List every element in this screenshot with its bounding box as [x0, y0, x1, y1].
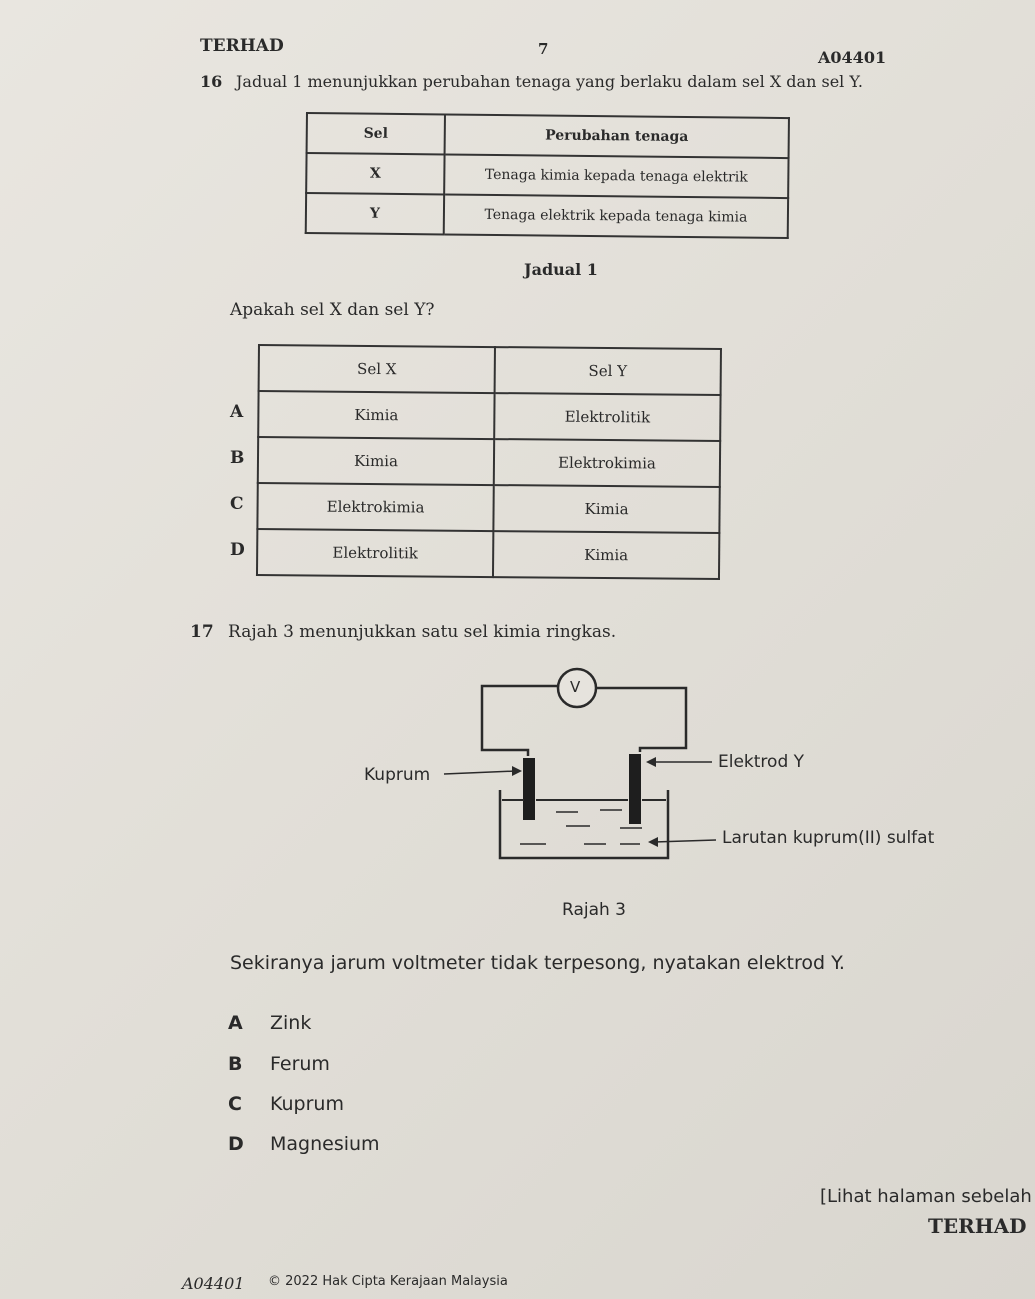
q17-option-c: C Kuprum: [228, 1093, 344, 1115]
q16-option-letter-c: C: [230, 494, 244, 514]
voltmeter-label: V: [570, 678, 581, 696]
q17-stem: Rajah 3 menunjukkan satu sel kimia ringkas.: [228, 622, 617, 642]
q16-question: Apakah sel X dan sel Y?: [230, 300, 435, 320]
q17-number: 17: [190, 622, 214, 642]
q16-option-letter-d: D: [230, 540, 245, 560]
q16-option-letter-a: A: [230, 402, 244, 422]
table-change-x: Tenaga kimia kepada tenaga elektrik: [444, 154, 788, 198]
footer-copyright: © 2022 Hak Cipta Kerajaan Malaysia: [268, 1274, 508, 1289]
header-code: A04401: [818, 48, 887, 67]
table-header-change: Perubahan tenaga: [445, 114, 789, 158]
table-cell-y: Y: [306, 193, 444, 234]
footer-restricted: TERHAD: [928, 1214, 1027, 1238]
q17-option-a: A Zink: [228, 1012, 312, 1034]
option-c-y: Kimia: [493, 485, 719, 533]
options-header-sel-y: Sel Y: [495, 347, 721, 395]
arrow-kuprum: [444, 771, 516, 774]
table-caption: Jadual 1: [524, 260, 598, 279]
wire-left-down: [482, 730, 528, 756]
label-solution: Larutan kuprum(II) sulfat: [722, 828, 935, 848]
table-cell-x: X: [306, 153, 444, 194]
label-kuprum: Kuprum: [364, 765, 431, 785]
q16-option-letter-b: B: [230, 448, 245, 468]
wire-right-top: [596, 688, 686, 752]
option-d-x: Elektrolitik: [257, 529, 493, 577]
q16-number: 16: [200, 72, 223, 91]
option-a-x: Kimia: [258, 391, 494, 439]
diagram-caption: Rajah 3: [562, 900, 626, 920]
page-number: 7: [538, 40, 549, 58]
arrow-solution: [654, 840, 716, 842]
options-header-sel-x: Sel X: [259, 345, 495, 393]
table-header-sel: Sel: [307, 113, 445, 154]
option-d-y: Kimia: [493, 531, 719, 579]
option-b-y: Elektrokimia: [494, 439, 720, 487]
q17-question: Sekiranya jarum voltmeter tidak terpesong, nyatakan elektrod Y.: [230, 952, 845, 974]
label-electrode-y: Elektrod Y: [718, 752, 805, 772]
q16-stem: Jadual 1 menunjukkan perubahan tenaga yang berlaku dalam sel X dan sel Y.: [236, 72, 863, 91]
option-a-y: Elektrolitik: [494, 393, 720, 441]
header-restricted: TERHAD: [200, 36, 284, 56]
electrode-y: [629, 754, 641, 824]
copper-electrode: [523, 758, 535, 820]
option-c-x: Elektrokimia: [257, 483, 493, 531]
table-change-y: Tenaga elektrik kepada tenaga kimia: [444, 194, 788, 238]
footer-code: A04401: [182, 1274, 245, 1293]
option-b-x: Kimia: [258, 437, 494, 485]
q17-option-d: D Magnesium: [228, 1133, 380, 1155]
wire-left-top: [482, 686, 558, 730]
next-page-note: [Lihat halaman sebelah: [820, 1186, 1032, 1207]
q17-option-b: B Ferum: [228, 1053, 330, 1075]
